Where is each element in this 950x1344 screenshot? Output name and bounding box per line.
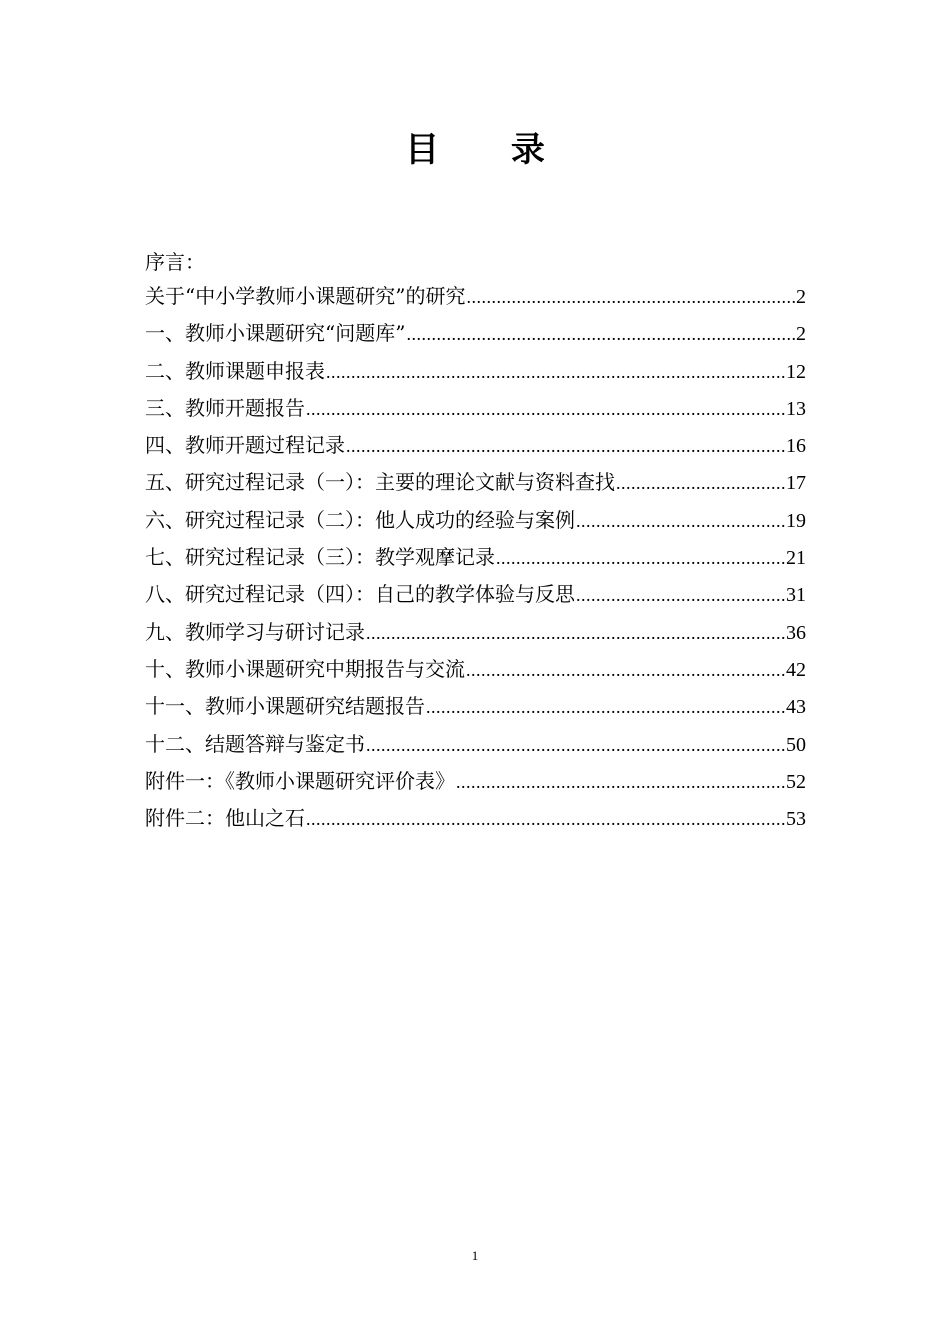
toc-entry[interactable] — [145, 800, 806, 837]
toc-dot-leader — [306, 801, 785, 838]
toc-dot-leader — [496, 540, 785, 577]
toc-entry-label: 六、研究过程记录（二）：他人成功的经验与案例 — [145, 507, 575, 532]
toc-entry[interactable] — [145, 576, 806, 613]
toc-entry[interactable] — [145, 427, 806, 464]
toc-entry[interactable] — [145, 614, 806, 651]
toc-entry-label: 十、教师小课题研究中期报告与交流 — [145, 656, 465, 681]
preface-heading: 序言： — [145, 250, 205, 274]
toc-entry-page: 2 — [796, 286, 806, 308]
toc-entry-label: 九、教师学习与研讨记录 — [145, 619, 365, 644]
toc-dot-leader — [326, 354, 785, 391]
toc-entry-page: 53 — [786, 808, 806, 831]
toc-dot-leader — [576, 503, 785, 540]
toc-entry-label: 二、教师课题申报表 — [145, 358, 325, 383]
toc-entry-page: 52 — [786, 770, 806, 793]
toc-entry[interactable] — [145, 726, 806, 763]
toc-dot-leader — [406, 316, 795, 353]
toc-entry-label: 三、教师开题报告 — [145, 395, 305, 420]
toc-entry[interactable] — [145, 539, 806, 576]
toc-dot-leader — [456, 764, 785, 801]
toc-entry-label: 四、教师开题过程记录 — [145, 433, 345, 458]
toc-entry-page: 50 — [786, 733, 806, 756]
toc-entry[interactable] — [145, 315, 806, 352]
toc-entry-label: 关于“中小学教师小课题研究”的研究 — [145, 284, 466, 308]
toc-entry-label: 十二、结题答辩与鉴定书 — [145, 731, 365, 756]
toc-entry-page: 16 — [786, 435, 806, 458]
toc-dot-leader — [576, 577, 785, 614]
toc-entry[interactable] — [145, 390, 806, 427]
toc-entry[interactable] — [145, 763, 806, 800]
toc-entry-page: 36 — [786, 621, 806, 644]
toc-dot-leader — [466, 279, 795, 316]
toc-entry-label: 一、教师小课题研究“问题库” — [145, 321, 406, 346]
toc-entry[interactable] — [145, 464, 806, 501]
toc-entry-page: 12 — [786, 360, 806, 383]
toc-entry[interactable] — [145, 651, 806, 688]
toc-title: 目 录 — [405, 130, 575, 170]
toc-entry-page: 17 — [786, 472, 806, 495]
toc-entry-label: 十一、教师小课题研究结题报告 — [145, 694, 425, 719]
toc-entry-page: 21 — [786, 547, 806, 570]
toc-entry-label: 八、研究过程记录（四）：自己的教学体验与反思 — [145, 582, 575, 607]
toc-entry-page: 43 — [786, 696, 806, 719]
toc-dot-leader — [306, 391, 785, 428]
page-number: 1 — [471, 1248, 479, 1263]
toc-entry-page: 13 — [786, 397, 806, 420]
toc-entry-label: 五、研究过程记录（一）：主要的理论文献与资料查找 — [145, 470, 615, 495]
toc-entry[interactable] — [145, 353, 806, 390]
toc-dot-leader — [366, 727, 785, 764]
toc-entry-label: 七、研究过程记录（三）：教学观摩记录 — [145, 545, 495, 570]
toc-dot-leader — [366, 615, 785, 652]
toc-dot-leader — [346, 428, 785, 465]
table-of-contents — [145, 278, 806, 837]
toc-dot-leader — [426, 689, 785, 726]
toc-entry-label: 附件一：《教师小课题研究评价表》 — [145, 768, 455, 793]
toc-entry[interactable] — [145, 502, 806, 539]
toc-entry-page: 2 — [796, 323, 806, 346]
toc-dot-leader — [616, 465, 785, 502]
toc-entry-label: 附件二：他山之石 — [145, 806, 305, 831]
toc-entry-page: 31 — [786, 584, 806, 607]
toc-dot-leader — [466, 652, 785, 689]
toc-entry[interactable] — [145, 278, 806, 315]
toc-entry-page: 42 — [786, 658, 806, 681]
toc-entry[interactable] — [145, 688, 806, 725]
toc-entry-page: 19 — [786, 509, 806, 532]
